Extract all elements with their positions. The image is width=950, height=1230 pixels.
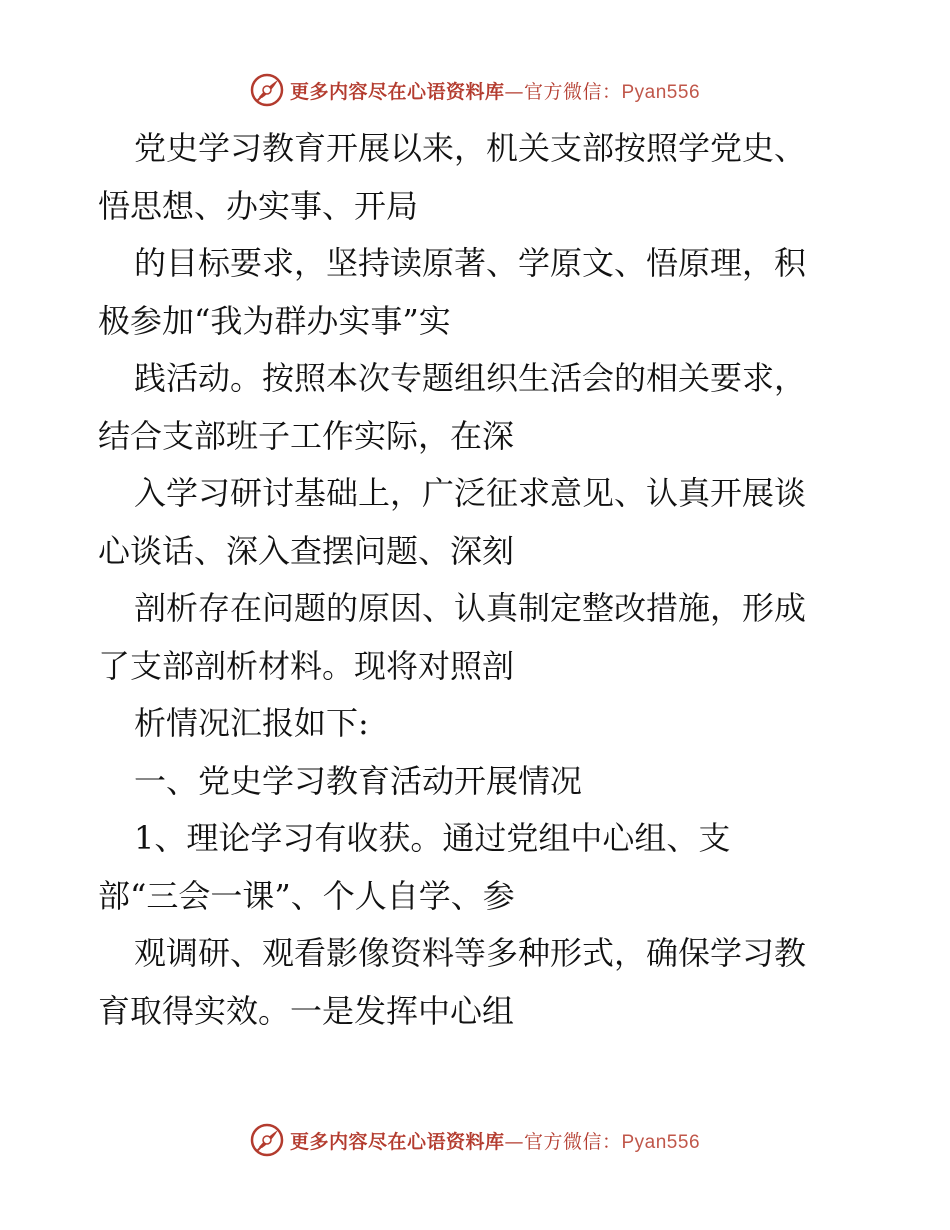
text-line: 践活动。按照本次专题组织生活会的相关要求， [134, 359, 807, 397]
text-line: 结合支部班子工作实际，在深 [98, 416, 515, 455]
text-line: 入学习研讨基础上，广泛征求意见、认真开展谈 [134, 474, 807, 512]
watermark-wechat-id: Pyan556 [621, 81, 701, 103]
text-line: 党史学习教育开展以来，机关支部按照学党史、 [134, 129, 807, 167]
watermark-wechat-label: 官方微信： [523, 1130, 622, 1153]
text-line: 析情况汇报如下: [134, 704, 369, 742]
header-watermark [0, 70, 950, 110]
watermark-separator: — [504, 1130, 524, 1153]
text-line: 部“三会一课”、个人自学、参 [98, 876, 515, 915]
text-line: 1、理论学习有收获。通过党组中心组、支 [134, 819, 731, 857]
text-line: 心谈话、深入查摆问题、深刻 [98, 531, 515, 570]
watermark-wechat-id: Pyan556 [621, 1131, 701, 1153]
quill-logo-icon [250, 1123, 284, 1157]
text-line: 了支部剖析材料。现将对照剖 [98, 646, 515, 685]
text-line: 悟思想、办实事、开局 [98, 186, 419, 225]
quill-logo-icon [250, 73, 284, 107]
watermark-site-text: 更多内容尽在心语资料库 [289, 80, 505, 103]
document-body [98, 120, 858, 1040]
text-line: 极参加“我为群办实事”实 [98, 301, 451, 340]
text-line: 的目标要求，坚持读原著、学原文、悟原理，积 [134, 244, 807, 282]
text-line: 育取得实效。一是发挥中心组 [98, 991, 515, 1030]
watermark-text [290, 1127, 700, 1154]
watermark-site-text: 更多内容尽在心语资料库 [289, 1130, 505, 1153]
watermark-text [290, 77, 700, 104]
watermark-separator: — [504, 80, 524, 103]
watermark-wechat-label: 官方微信： [523, 80, 622, 103]
footer-watermark [0, 1120, 950, 1160]
text-line: 观调研、观看影像资料等多种形式，确保学习教 [134, 934, 807, 972]
text-line: 剖析存在问题的原因、认真制定整改措施，形成 [134, 589, 807, 627]
text-line: 一、党史学习教育活动开展情况 [134, 761, 583, 800]
